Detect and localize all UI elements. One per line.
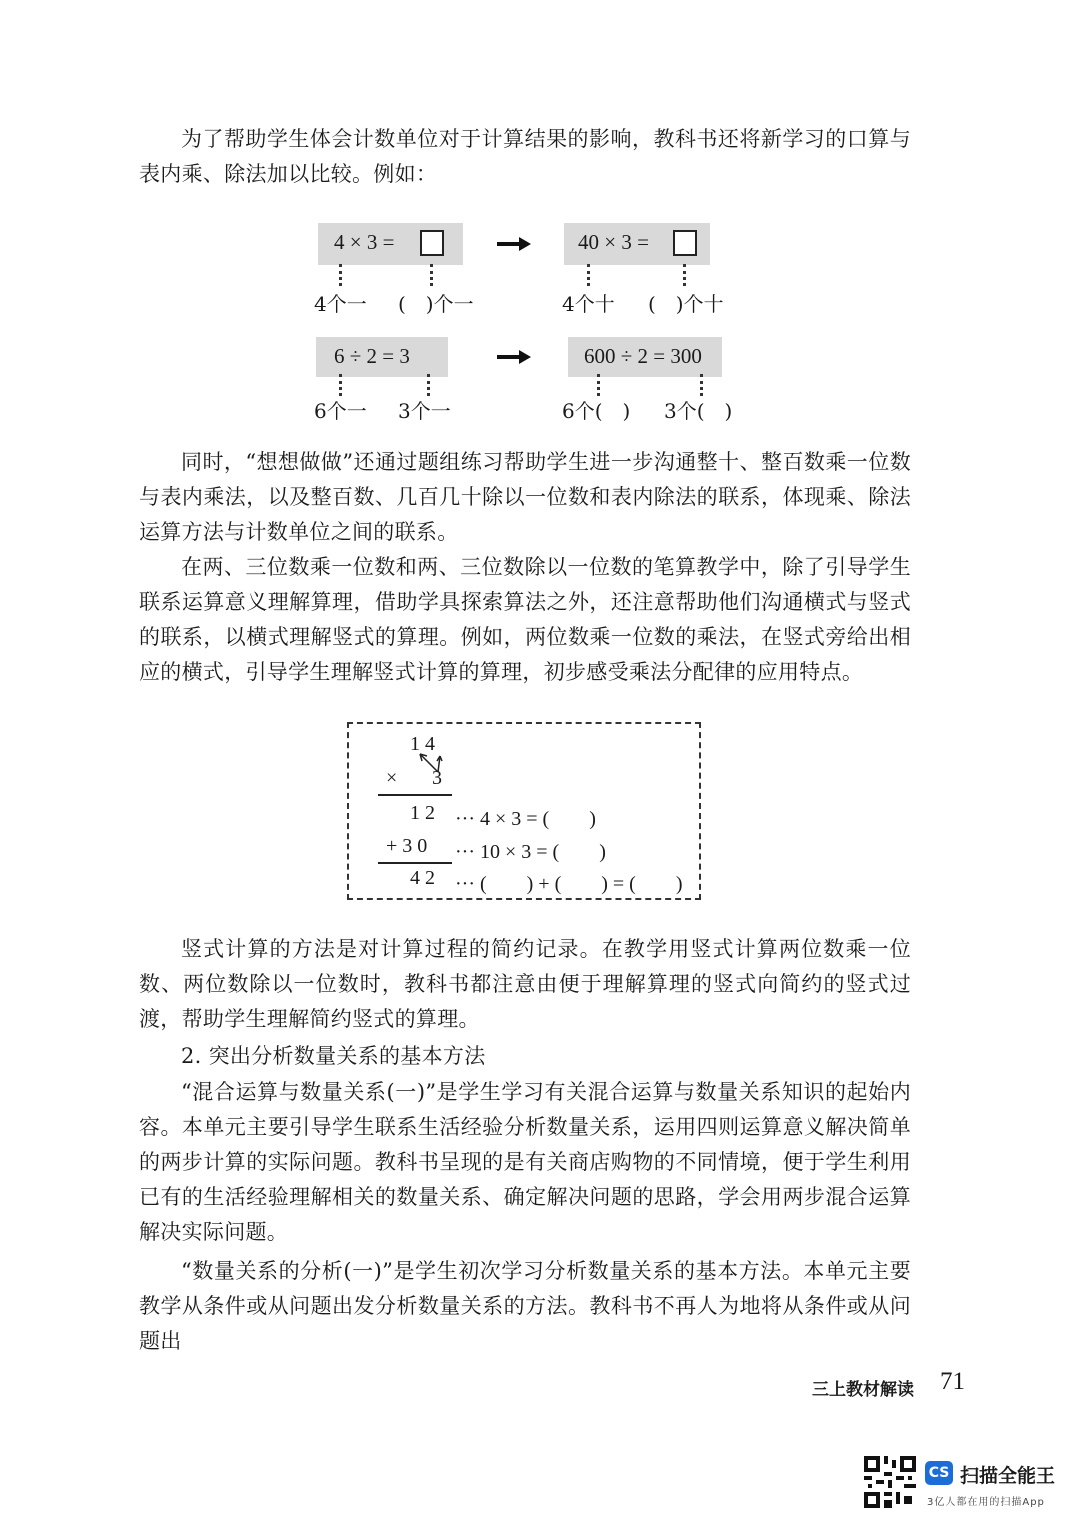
- paragraph-3: 在两、三位数乘一位数和两、三位数除以一位数的笔算教学中，除了引导学生联系运算意义理解算理，借助学具探索算法之外，还注意帮助他们沟通横式与竖式的联系，以横式理解竖式的算理。例如，两位数乘一位数的乘法，在竖式旁给出相应的横式，引导学生理解竖式计算的算理，初步感受乘法分配律的应用特点。: [139, 555, 911, 684]
- paragraph-1: 为了帮助学生体会计数单位对于计算结果的影响，教科书还将新学习的口算与表内乘、除法加以比较。例如：: [139, 127, 911, 186]
- paragraph-4: 竖式计算的方法是对计算过程的简约记录。在教学用竖式计算两位数乘一位数、两位数除以一位数时，教科书都注意由便于理解算理的竖式向简约的竖式过渡，帮助学生理解简约竖式的算理。: [139, 937, 911, 1031]
- dotted-connector: [587, 264, 590, 286]
- dotted-connector: [339, 374, 342, 396]
- count-label: ( )个一: [398, 292, 474, 316]
- partial-equation-2: ··· 10 × 3 = ( ): [455, 841, 606, 863]
- equation-text: 4 × 3 =: [334, 230, 395, 254]
- count-label: 6个一: [314, 399, 367, 423]
- multiplicand: 1 4: [410, 733, 435, 755]
- count-label: 4个一: [314, 292, 367, 316]
- multiplier: 3: [432, 767, 442, 789]
- right-arrow-icon: [497, 350, 531, 364]
- dotted-connector: [683, 264, 686, 286]
- equation-text: 600 ÷ 2 = 300: [584, 344, 702, 368]
- equation-text: 40 × 3 =: [578, 230, 649, 254]
- answer-square: [420, 230, 444, 256]
- divider-line: [378, 794, 452, 796]
- book-title: 三上教材解读: [812, 1380, 914, 1400]
- answer-square: [673, 230, 697, 256]
- camscanner-logo: CS: [925, 1461, 953, 1485]
- sum-equation: ··· ( ) + ( ) = ( ): [455, 873, 683, 895]
- partial-product-1: 1 2: [410, 802, 435, 824]
- partial-equation-1: ··· 4 × 3 = ( ): [455, 808, 596, 830]
- partial-product-2: + 3 0: [386, 835, 428, 857]
- qr-code-icon: [864, 1456, 916, 1508]
- paragraph-2: 同时，“想想做做”还通过题组练习帮助学生进一步沟通整十、整百数乘一位数与表内乘法，以及整百数、几百几十除以一位数和表内除法的联系，体现乘、除法运算方法与计数单位之间的联系。: [139, 450, 911, 544]
- page-number: 71: [940, 1368, 965, 1395]
- dotted-connector: [700, 374, 703, 396]
- count-label: 6个( ): [562, 399, 631, 423]
- equation-text: 6 ÷ 2 = 3: [334, 344, 410, 368]
- product: 4 2: [410, 867, 435, 889]
- camscanner-name: 扫描全能王: [960, 1465, 1056, 1487]
- dotted-connector: [339, 264, 342, 286]
- count-label: 4个十: [562, 292, 615, 316]
- dotted-connector: [427, 374, 430, 396]
- paragraph-7: “数量关系的分析(一)”是学生初次学习分析数量关系的基本方法。本单元主要教学从条件或从问题出发分析数量关系的方法。教科书不再人为地将从条件或从问题出: [139, 1259, 911, 1353]
- section-heading: 2. 突出分析数量关系的基本方法: [181, 1044, 486, 1068]
- count-label: ( )个十: [648, 292, 724, 316]
- divider-line: [378, 862, 452, 864]
- dotted-connector: [430, 264, 433, 286]
- paragraph-6: “混合运算与数量关系(一)”是学生学习有关混合运算与数量关系知识的起始内容。本单元主要引导学生联系生活经验分析数量关系，运用四则运算意义解决简单的两步计算的实际问题。教科书呈现的是有关商店购物的不同情境，便于学生利用已有的生活经验理解相关的数量关系、确定解决问题的思路，学会用两步混合运算解决实际问题。: [139, 1080, 911, 1244]
- count-label: 3个一: [398, 399, 451, 423]
- right-arrow-icon: [497, 237, 531, 251]
- dotted-connector: [597, 374, 600, 396]
- multiply-sign: ×: [386, 767, 398, 789]
- count-label: 3个( ): [664, 399, 733, 423]
- camscanner-tagline: 3亿人都在用的扫描App: [927, 1497, 1045, 1508]
